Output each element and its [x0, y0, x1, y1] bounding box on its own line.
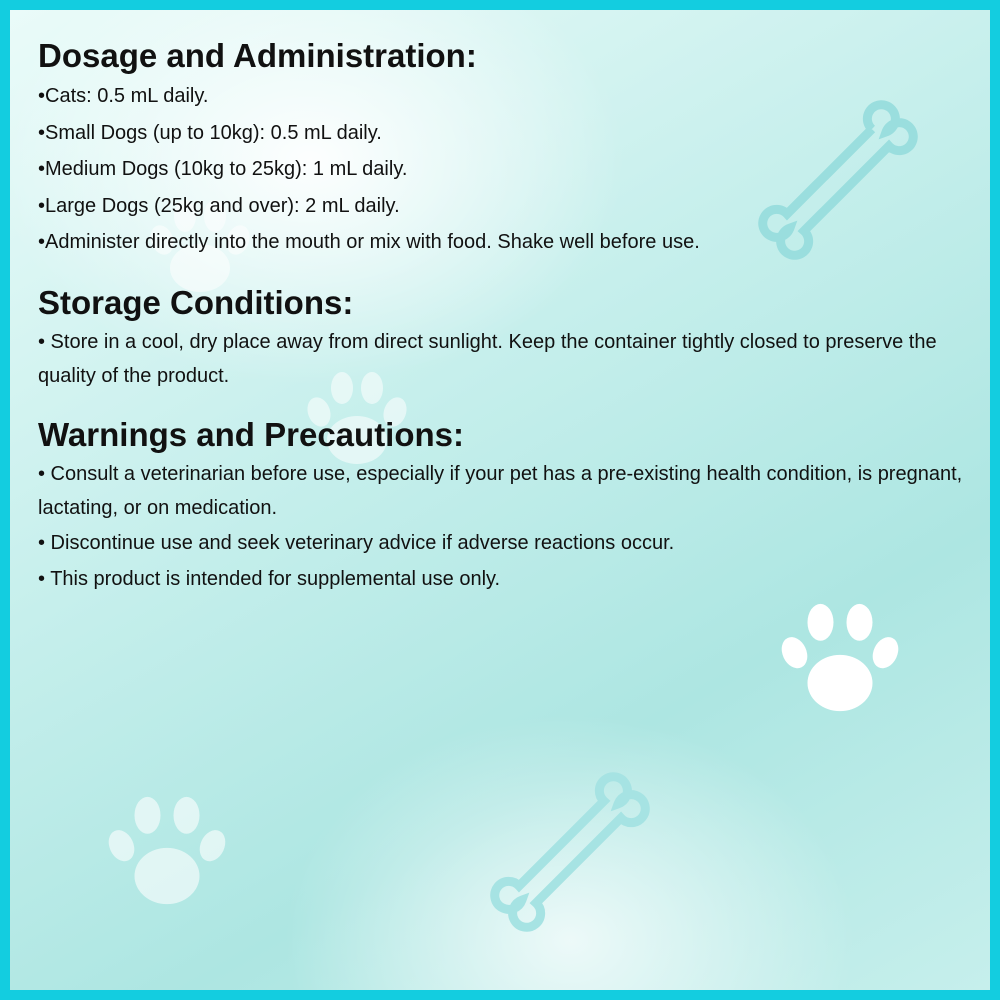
- storage-title: Storage Conditions:: [38, 283, 354, 321]
- dosage-item: •Cats: 0.5 mL daily.: [38, 85, 209, 107]
- dosage-item: •Large Dogs (25kg and over): 2 mL daily.: [38, 194, 400, 217]
- dosage-title: Dosage and Administration:: [38, 37, 477, 74]
- storage-section: [38, 283, 973, 393]
- paw-icon: [102, 785, 232, 915]
- content: [38, 36, 973, 620]
- dosage-item: •Small Dogs (up to 10kg): 0.5 mL daily.: [38, 121, 382, 144]
- warnings-title: Warnings and Precautions:: [38, 415, 465, 453]
- warnings-item: • Consult a veterinarian before use, especially if your pet has a pre-existing health condition, is pregnant, lactating, or on medication.: [38, 462, 963, 519]
- warnings-item: • Discontinue use and seek veterinary advice if adverse reactions occur.: [38, 531, 675, 554]
- warnings-item: • This product is intended for supplemental use only.: [38, 568, 501, 590]
- dosage-item: •Medium Dogs (10kg to 25kg): 1 mL daily.: [38, 158, 408, 180]
- bone-icon: [480, 762, 660, 942]
- dosage-section: [38, 36, 973, 261]
- storage-item: • Store in a cool, dry place away from direct sunlight. Keep the container tightly closed to preserve the quality of the product.: [38, 330, 937, 387]
- dosage-item: •Administer directly into the mouth or mix with food. Shake well before use.: [38, 231, 700, 253]
- warnings-section: [38, 415, 973, 598]
